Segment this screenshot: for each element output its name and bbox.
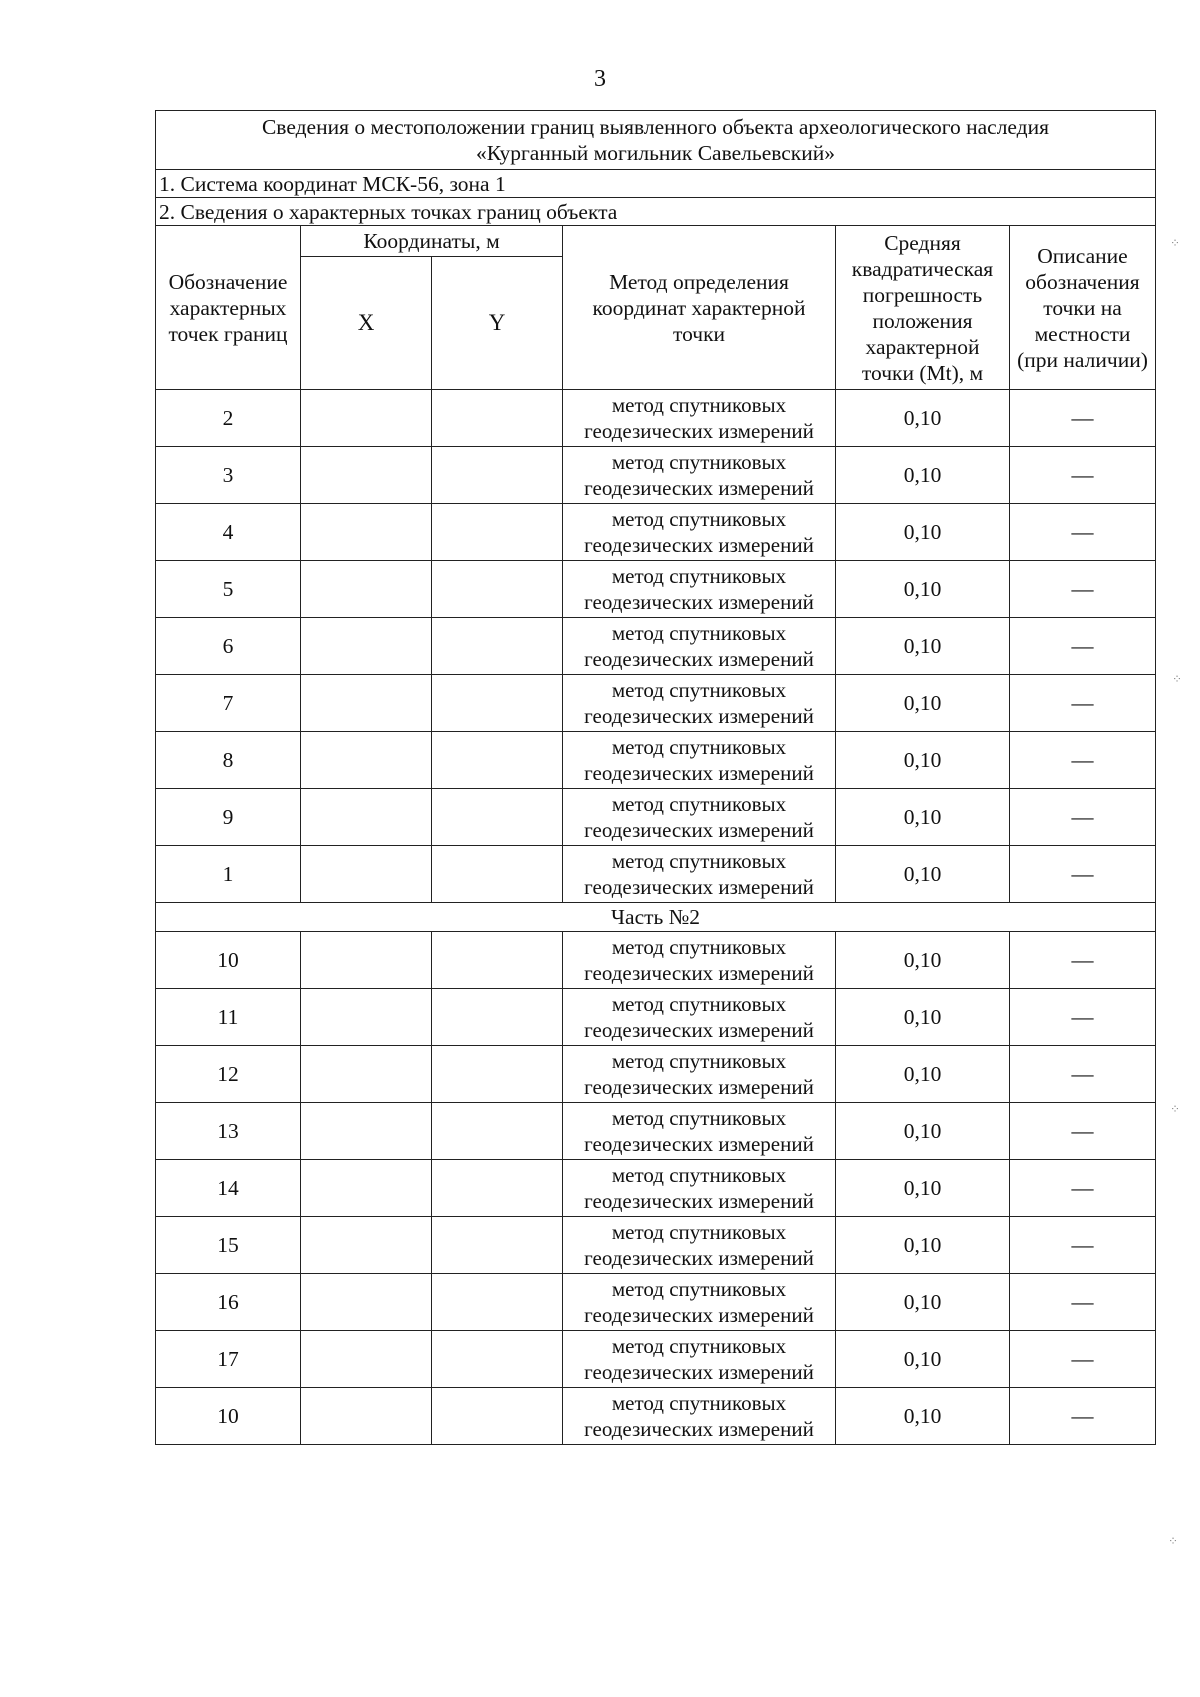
description-cell [1010, 1331, 1156, 1388]
coordinate-system-label: 1. Система координат МСК-56, зона 1 [156, 170, 1156, 198]
method-line2: геодезических измерений [584, 704, 814, 728]
coord-y [432, 989, 563, 1046]
table-row [156, 989, 1156, 1046]
point-number: 10 [156, 932, 301, 989]
method-cell [563, 1046, 836, 1103]
point-number: 2 [156, 390, 301, 447]
method-line1: метод спутниковых [611, 393, 787, 417]
coord-x [301, 1103, 432, 1160]
header-error: Средняя квадратическая погрешность положения характерной точки (Mt), м [836, 226, 1010, 390]
method-line2: геодезических измерений [584, 533, 814, 557]
method-cell [563, 846, 836, 903]
coord-x [301, 789, 432, 846]
method-cell [563, 732, 836, 789]
point-number: 13 [156, 1103, 301, 1160]
description-cell [1010, 846, 1156, 903]
coord-x [301, 561, 432, 618]
point-number: 7 [156, 675, 301, 732]
description-cell [1010, 1046, 1156, 1103]
header-x: X [301, 257, 432, 390]
point-number: 16 [156, 1274, 301, 1331]
description-cell [1010, 932, 1156, 989]
error-value: 0,10 [836, 989, 1010, 1046]
table-row [156, 1274, 1156, 1331]
scan-speck: ⁘ [1168, 1534, 1179, 1548]
description-dash: — [1071, 1289, 1094, 1314]
method-line2: геодезических измерений [584, 961, 814, 985]
table-row [156, 732, 1156, 789]
method-line1: метод спутниковых [611, 564, 787, 588]
description-cell [1010, 390, 1156, 447]
table-title-line1: Сведения о местоположении границ выявленного объекта археологического наследия [261, 115, 1050, 139]
header-y: Y [432, 257, 563, 390]
point-number: 11 [156, 989, 301, 1046]
error-value: 0,10 [836, 1331, 1010, 1388]
point-number: 3 [156, 447, 301, 504]
description-cell [1010, 1388, 1156, 1445]
method-line1: метод спутниковых [611, 1049, 787, 1073]
table-row [156, 1103, 1156, 1160]
coord-y [432, 789, 563, 846]
method-line2: геодезических измерений [584, 1075, 814, 1099]
description-cell [1010, 1160, 1156, 1217]
coord-y [432, 932, 563, 989]
table-row [156, 789, 1156, 846]
table-row [156, 1331, 1156, 1388]
header-row-1 [156, 226, 1156, 257]
method-line2: геодезических измерений [584, 647, 814, 671]
coord-x [301, 846, 432, 903]
coord-y [432, 1388, 563, 1445]
coord-x [301, 1160, 432, 1217]
part2-label: Часть №2 [156, 903, 1156, 932]
coord-y [432, 504, 563, 561]
method-cell [563, 390, 836, 447]
method-line2: геодезических измерений [584, 590, 814, 614]
table-row [156, 1388, 1156, 1445]
coord-x [301, 1274, 432, 1331]
coord-y [432, 618, 563, 675]
method-line1: метод спутниковых [611, 992, 787, 1016]
method-cell [563, 989, 836, 1046]
error-value: 0,10 [836, 675, 1010, 732]
method-line1: метод спутниковых [611, 678, 787, 702]
table-title-line2: «Курганный могильник Савельевский» [475, 141, 836, 165]
coord-y [432, 447, 563, 504]
table-row [156, 561, 1156, 618]
description-dash: — [1071, 1118, 1094, 1143]
description-dash: — [1071, 947, 1094, 972]
table-row [156, 1160, 1156, 1217]
method-line1: метод спутниковых [611, 735, 787, 759]
error-value: 0,10 [836, 1103, 1010, 1160]
coord-x [301, 447, 432, 504]
method-line1: метод спутниковых [611, 1334, 787, 1358]
coord-y [432, 846, 563, 903]
method-line2: геодезических измерений [584, 875, 814, 899]
table-row [156, 447, 1156, 504]
method-line2: геодезических измерений [584, 1360, 814, 1384]
method-line2: геодезических измерений [584, 1417, 814, 1441]
point-number: 15 [156, 1217, 301, 1274]
description-dash: — [1071, 1061, 1094, 1086]
method-line2: геодезических измерений [584, 476, 814, 500]
description-cell [1010, 1274, 1156, 1331]
method-line2: геодезических измерений [584, 1132, 814, 1156]
point-number: 10 [156, 1388, 301, 1445]
description-cell [1010, 1103, 1156, 1160]
method-cell [563, 675, 836, 732]
method-line2: геодезических измерений [584, 419, 814, 443]
error-value: 0,10 [836, 1217, 1010, 1274]
part-row [156, 903, 1156, 932]
method-line1: метод спутниковых [611, 935, 787, 959]
method-line1: метод спутниковых [611, 849, 787, 873]
description-dash: — [1071, 519, 1094, 544]
method-line2: геодезических измерений [584, 1303, 814, 1327]
error-value: 0,10 [836, 504, 1010, 561]
method-cell [563, 789, 836, 846]
description-dash: — [1071, 633, 1094, 658]
description-dash: — [1071, 462, 1094, 487]
description-cell [1010, 618, 1156, 675]
coord-y [432, 1274, 563, 1331]
method-line1: метод спутниковых [611, 1277, 787, 1301]
description-dash: — [1071, 861, 1094, 886]
scan-speck: ⁘ [1170, 236, 1181, 250]
coord-y [432, 561, 563, 618]
method-cell [563, 618, 836, 675]
method-cell [563, 932, 836, 989]
description-dash: — [1071, 1232, 1094, 1257]
error-value: 0,10 [836, 1274, 1010, 1331]
coord-y [432, 1046, 563, 1103]
points-info-label: 2. Сведения о характерных точках границ объекта [156, 198, 1156, 226]
coord-x [301, 504, 432, 561]
scan-speck: ⁘ [1172, 672, 1183, 686]
point-number: 17 [156, 1331, 301, 1388]
point-number: 8 [156, 732, 301, 789]
coord-x [301, 390, 432, 447]
table-row [156, 618, 1156, 675]
description-dash: — [1071, 405, 1094, 430]
description-dash: — [1071, 576, 1094, 601]
method-cell [563, 1331, 836, 1388]
description-cell [1010, 675, 1156, 732]
error-value: 0,10 [836, 1160, 1010, 1217]
description-dash: — [1071, 690, 1094, 715]
header-point: Обозначение характерных точек границ [156, 226, 301, 390]
method-cell [563, 1274, 836, 1331]
table-row [156, 1046, 1156, 1103]
error-value: 0,10 [836, 447, 1010, 504]
error-value: 0,10 [836, 932, 1010, 989]
description-cell [1010, 989, 1156, 1046]
boundary-points-table [155, 110, 1156, 1445]
header-coords: Координаты, м [301, 226, 563, 257]
point-number: 9 [156, 789, 301, 846]
error-value: 0,10 [836, 390, 1010, 447]
method-line1: метод спутниковых [611, 507, 787, 531]
method-cell [563, 447, 836, 504]
method-line2: геодезических измерений [584, 761, 814, 785]
coord-x [301, 732, 432, 789]
table-title [156, 111, 1156, 170]
table-row [156, 675, 1156, 732]
section1-row [156, 170, 1156, 198]
description-cell [1010, 561, 1156, 618]
description-dash: — [1071, 1175, 1094, 1200]
coord-y [432, 675, 563, 732]
description-cell [1010, 789, 1156, 846]
description-cell [1010, 504, 1156, 561]
method-line2: геодезических измерений [584, 818, 814, 842]
description-dash: — [1071, 1403, 1094, 1428]
coord-x [301, 1331, 432, 1388]
point-number: 1 [156, 846, 301, 903]
error-value: 0,10 [836, 846, 1010, 903]
table-row [156, 932, 1156, 989]
description-dash: — [1071, 1346, 1094, 1371]
coord-y [432, 1103, 563, 1160]
coord-y [432, 1331, 563, 1388]
point-number: 6 [156, 618, 301, 675]
table-title-row [156, 111, 1156, 170]
method-cell [563, 504, 836, 561]
header-method: Метод определения координат характерной точки [563, 226, 836, 390]
description-cell [1010, 732, 1156, 789]
method-line1: метод спутниковых [611, 1106, 787, 1130]
coord-y [432, 390, 563, 447]
coord-y [432, 732, 563, 789]
point-number: 5 [156, 561, 301, 618]
coord-x [301, 989, 432, 1046]
description-dash: — [1071, 1004, 1094, 1029]
point-number: 12 [156, 1046, 301, 1103]
coord-x [301, 1217, 432, 1274]
page-number: 3 [594, 66, 606, 92]
table-row [156, 1217, 1156, 1274]
error-value: 0,10 [836, 1388, 1010, 1445]
method-cell [563, 1388, 836, 1445]
method-cell [563, 1217, 836, 1274]
table-row [156, 846, 1156, 903]
scan-speck: ⁘ [1170, 1102, 1181, 1116]
error-value: 0,10 [836, 618, 1010, 675]
error-value: 0,10 [836, 1046, 1010, 1103]
description-dash: — [1071, 747, 1094, 772]
coord-y [432, 1217, 563, 1274]
description-dash: — [1071, 804, 1094, 829]
method-line2: геодезических измерений [584, 1018, 814, 1042]
point-number: 14 [156, 1160, 301, 1217]
method-cell [563, 1103, 836, 1160]
method-line1: метод спутниковых [611, 1391, 787, 1415]
coord-x [301, 675, 432, 732]
coord-x [301, 932, 432, 989]
method-cell [563, 1160, 836, 1217]
error-value: 0,10 [836, 789, 1010, 846]
coord-x [301, 618, 432, 675]
description-cell [1010, 447, 1156, 504]
point-number: 4 [156, 504, 301, 561]
method-line1: метод спутниковых [611, 1163, 787, 1187]
coord-x [301, 1046, 432, 1103]
method-cell [563, 561, 836, 618]
error-value: 0,10 [836, 732, 1010, 789]
method-line2: геодезических измерений [584, 1246, 814, 1270]
coord-y [432, 1160, 563, 1217]
method-line1: метод спутниковых [611, 792, 787, 816]
table-row [156, 390, 1156, 447]
section2-row [156, 198, 1156, 226]
method-line1: метод спутниковых [611, 1220, 787, 1244]
header-description: Описание обозначения точки на местности (при наличии) [1010, 226, 1156, 390]
description-cell [1010, 1217, 1156, 1274]
method-line1: метод спутниковых [611, 621, 787, 645]
method-line1: метод спутниковых [611, 450, 787, 474]
error-value: 0,10 [836, 561, 1010, 618]
method-line2: геодезических измерений [584, 1189, 814, 1213]
coord-x [301, 1388, 432, 1445]
table-row [156, 504, 1156, 561]
